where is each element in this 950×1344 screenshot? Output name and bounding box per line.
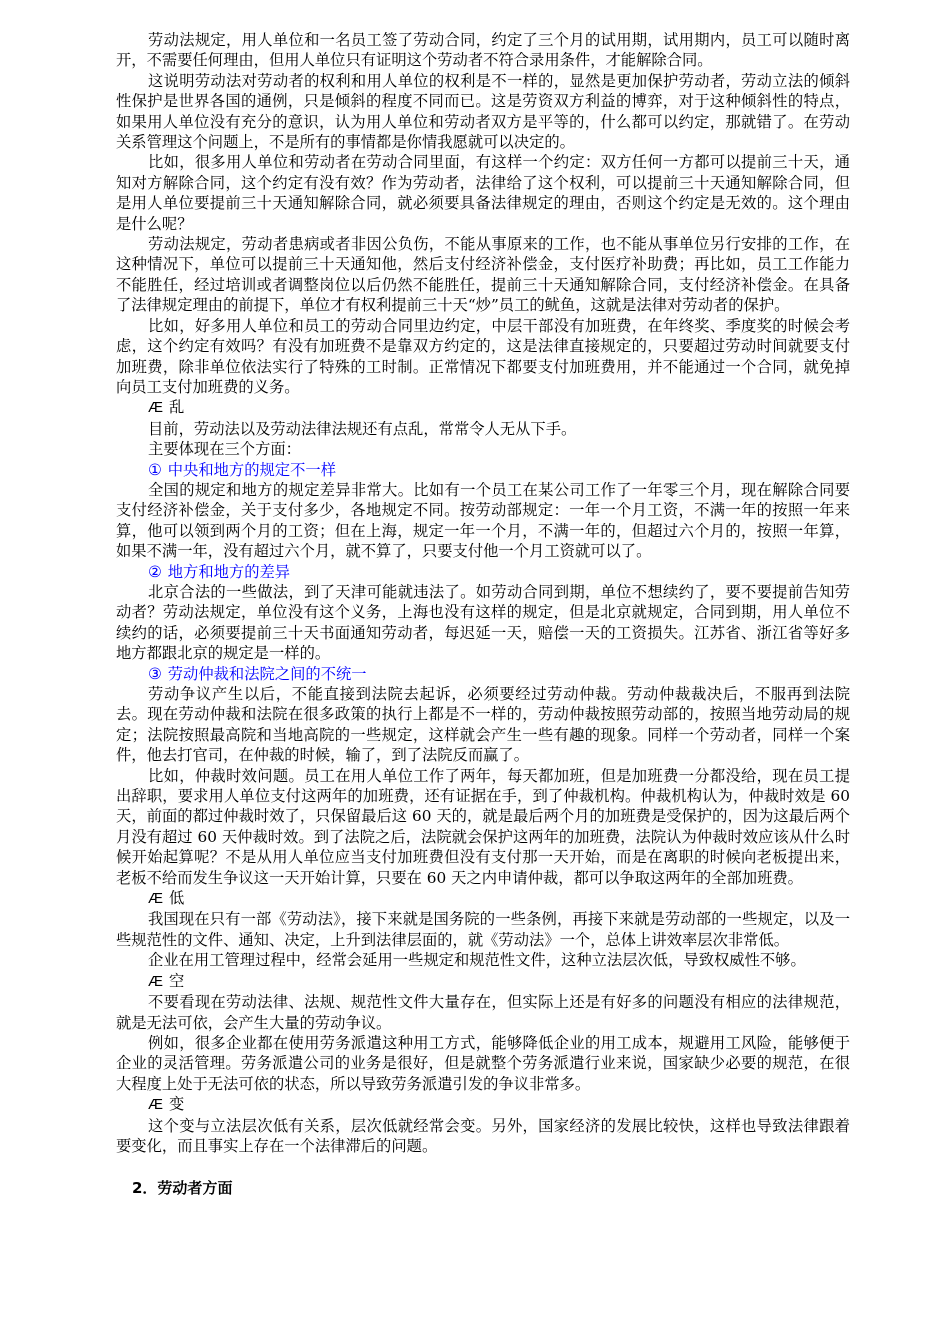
subheading-number: ②	[148, 562, 162, 581]
subheading-arbitration-court	[116, 664, 850, 684]
bullet-heading-luan	[116, 397, 850, 418]
bullet-symbol-icon: Æ	[148, 399, 163, 417]
subheading-number: ③	[148, 664, 162, 683]
subheading-local-local	[116, 562, 850, 582]
subheading-text: 劳动仲裁和法院之间的不统一	[167, 664, 367, 683]
paragraph: 劳动法规定，用人单位和一名员工签了劳动合同，约定了三个月的试用期，试用期内，员工可以随时离开，不需要任何理由，但用人单位只有证明这个劳动者不符合录用条件，才能解除合同。	[116, 31, 850, 70]
bullet-label: 空	[169, 971, 185, 990]
bullet-label: 乱	[169, 398, 185, 417]
paragraph: 比如，好多用人单位和员工的劳动合同里边约定，中层干部没有加班费，在年终奖、季度奖的时候会考虑，这个约定有效吗？有没有加班费不是靠双方约定的，这是法律直接规定的，只要超过劳动时间就要支付加班费，除非单位依法实行了特殊的工时制。正常情况下都要支付加班费用，并不能通过一个合同，就免掉向员工支付加班费的义务。	[116, 316, 850, 396]
paragraph: 这个变与立法层次低有关系，层次低就经常会变。另外，国家经济的发展比较快，这样也导致法律跟着要变化，而且事实上存在一个法律滞后的问题。	[116, 1116, 850, 1155]
bullet-label: 变	[169, 1095, 185, 1114]
bullet-symbol-icon: Æ	[148, 1096, 163, 1114]
paragraph: 北京合法的一些做法，到了天津可能就违法了。如劳动合同到期，单位不想续约了，要不要提前告知劳动者？劳动法规定，单位没有这个义务，上海也没有这样的规定，但是北京就规定，合同到期，用人单位不续约的话，必须要提前三十天书面通知劳动者，每迟延一天，赔偿一天的工资损失。江苏省、浙江省等好多地方都跟北京的规定是一样的。	[116, 582, 850, 663]
paragraph: 企业在用工管理过程中，经常会延用一些规定和规范性文件，这种立法层次低，导致权威性不够。	[148, 951, 806, 970]
bullet-heading-bian	[116, 1094, 850, 1115]
subheading-central-local	[116, 460, 850, 480]
paragraph: 不要看现在劳动法律、法规、规范性文件大量存在，但实际上还是有好多的问题没有相应的法律规范，就是无法可依，会产生大量的劳动争议。	[116, 993, 850, 1032]
paragraph: 比如，仲裁时效问题。员工在用人单位工作了两年，每天都加班，但是加班费一分都没给，现在员工提出辞职，要求用人单位支付这两年的加班费，还有证据在手，到了仲裁机构。仲裁机构认为，仲裁时效是 60 天，前面的都过仲裁时效了，只保留最后这 60 天的，就是最后两个月的加班费是受保护的，因为这最后两个月没有超过 60 天仲裁时效。到了法院之后，法院就会保护这两年的加班费，法院认为仲裁时效应该从什么时候开始起算呢？不是从用人单位应当支付加班费但没有支付那一天开始，而是在离职的时候向老板提出来，老板不给而发生争议这一天开始计算，只要在 60 天之内申请仲裁，都可以争取这两年的全部加班费。	[116, 766, 850, 887]
paragraph: 劳动法规定，劳动者患病或者非因公负伤，不能从事原来的工作，也不能从事单位另行安排的工作，在这种情况下，单位可以提前三十天通知他，然后支付经济补偿金，支付医疗补助费；再比如，员工工作能力不能胜任，经过培训或者调整岗位以后仍然不能胜任，提前三十天通知解除合同，支付经济补偿金。在具备了法律规定理由的前提下，单位才有权利提前三十天“炒”员工的鱿鱼，这就是法律对劳动者的保护。	[116, 235, 850, 315]
paragraph: 例如，很多企业都在使用劳务派遣这种用工方式，能够降低企业的用工成本，规避用工风险，能够便于企业的灵活管理。劳务派遣公司的业务是很好，但是就整个劳务派遣行业来说，国家缺少必要的规范，在很大程度上处于无法可依的状态，所以导致劳务派遣引发的争议非常多。	[116, 1033, 850, 1093]
bullet-label: 低	[169, 889, 185, 908]
subheading-text: 中央和地方的规定不一样	[167, 460, 336, 479]
bullet-symbol-icon: Æ	[148, 972, 163, 990]
subheading-text: 地方和地方的差异	[167, 562, 291, 581]
bullet-heading-kong	[116, 971, 850, 992]
paragraph: 我国现在只有一部《劳动法》，接下来就是国务院的一些条例，再接下来就是劳动部的一些规定，以及一些规范性的文件、通知、决定，上升到法律层面的，就《劳动法》一个，总体上讲效率层次非常低。	[116, 910, 850, 949]
bullet-symbol-icon: Æ	[148, 890, 163, 908]
bullet-heading-di	[116, 888, 850, 909]
paragraph: 这说明劳动法对劳动者的权利和用人单位的权利是不一样的，显然是更加保护劳动者，劳动立法的倾斜性保护是世界各国的通例，只是倾斜的程度不同而已。这是劳资双方利益的博弈，对于这种倾斜性的特点，如果用人单位没有充分的意识，认为用人单位和劳动者双方是平等的，什么都可以约定，那就错了。在劳动关系管理这个问题上，不是所有的事情都是你情我愿就可以决定的。	[116, 71, 850, 152]
paragraph: 全国的规定和地方的规定差异非常大。比如有一个员工在某公司工作了一年零三个月，现在解除合同要支付经济补偿金，关于支付多少，各地规定不同。按劳动部规定：一年一个月工资，不满一年的按照一年来算，他可以领到两个月的工资；但在上海，规定一年一个月，不满一年的，但超过六个月的，按照一年算，如果不满一年，没有超过六个月，就不算了，只要支付他一个月工资就可以了。	[116, 480, 850, 561]
paragraph: 比如，很多用人单位和劳动者在劳动合同里面，有这样一个约定：双方任何一方都可以提前三十天，通知对方解除合同，这个约定有没有效？作为劳动者，法律给了这个权利，可以提前三十天通知解除合同，但是用人单位要提前三十天通知解除合同，就必须要具备法律规定的理由，否则这个约定是无效的。这个理由是什么呢？	[116, 153, 850, 233]
paragraph: 主要体现在三个方面：	[148, 440, 301, 459]
paragraph: 目前，劳动法以及劳动法律法规还有点乱，常常令人无从下手。	[148, 419, 577, 438]
section-heading: 2．劳动者方面	[132, 1179, 233, 1198]
paragraph: 劳动争议产生以后，不能直接到法院去起诉，必须要经过劳动仲裁。劳动仲裁裁决后，不服再到法院去。现在劳动仲裁和法院在很多政策的执行上都是不一样的，劳动仲裁按照劳动部的，按照当地劳动局的规定；法院按照最高院和当地高院的一些规定，这样就会产生一些有趣的现象。同样一个劳动者，同样一个案件，他去打官司，在仲裁的时候，输了，到了法院反而赢了。	[116, 685, 850, 765]
document-page	[116, 30, 850, 1199]
subheading-number: ①	[148, 460, 162, 479]
